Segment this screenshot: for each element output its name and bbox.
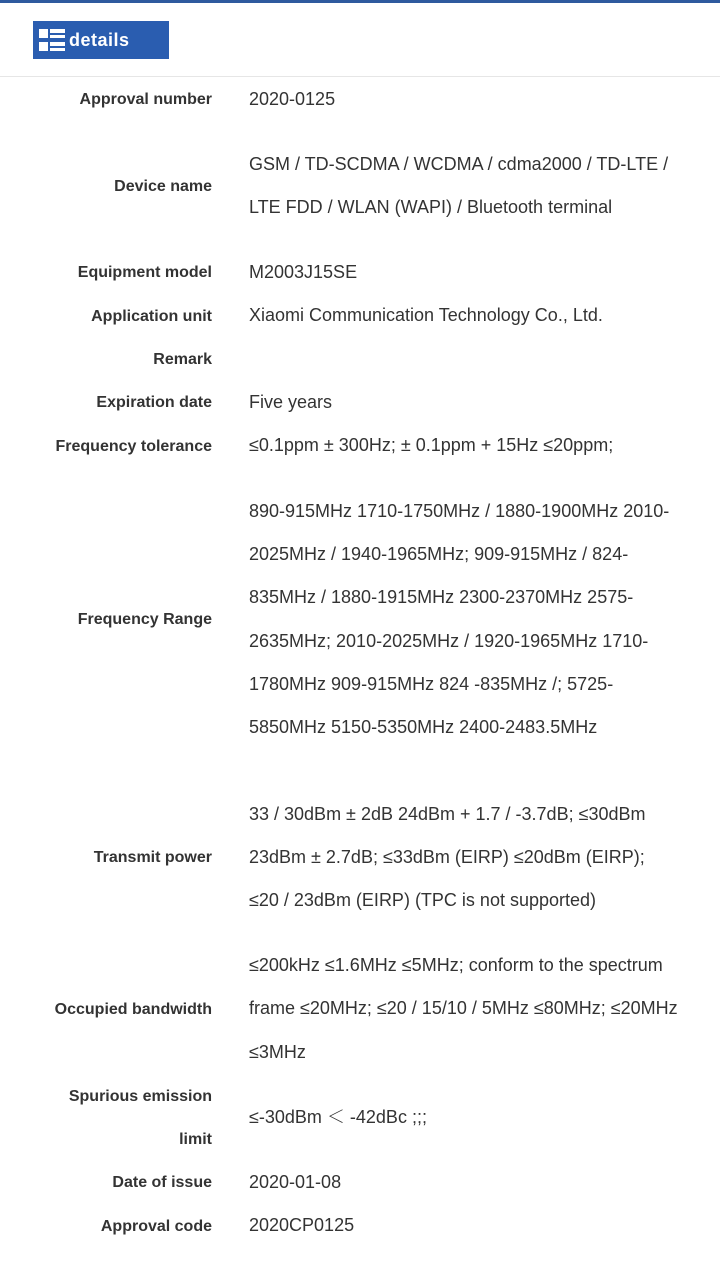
row-label: Spurious emission limit xyxy=(68,1087,212,1148)
row-label: Approval number xyxy=(79,91,212,108)
header-bar xyxy=(0,3,720,77)
details-tab-label: details xyxy=(69,29,130,50)
row-equipment-model xyxy=(0,251,720,294)
row-label: Equipment model xyxy=(77,264,212,281)
row-expiration-date xyxy=(0,381,720,424)
row-transmit-power xyxy=(0,771,720,944)
row-label: Frequency Range xyxy=(77,611,212,628)
details-tab[interactable] xyxy=(33,21,169,59)
row-value: Xiaomi Communication Technology Co., Ltd. xyxy=(249,305,603,326)
row-value: ≤0.1ppm ± 300Hz; ± 0.1ppm + 15Hz ≤20ppm; xyxy=(249,435,614,456)
row-date-of-issue xyxy=(0,1161,720,1204)
row-device-name xyxy=(0,121,720,251)
row-value: ≤200kHz ≤1.6MHz ≤5MHz; conform to the spectrum frame ≤20MHz; ≤20 / 15/10 / 5MHz ≤80MHz; ≤20MHz ≤3MHz xyxy=(249,955,678,1062)
row-approval-code xyxy=(0,1204,720,1248)
row-occupied-bandwidth xyxy=(0,944,720,1074)
row-label: Approval code xyxy=(100,1217,212,1235)
row-value: GSM / TD-SCDMA / WCDMA / cdma2000 / TD-LTE / LTE FDD / WLAN (WAPI) / Bluetooth terminal xyxy=(249,153,669,217)
row-value: 890-915MHz 1710-1750MHz / 1880-1900MHz 2010-2025MHz / 1940-1965MHz; 909-915MHz / 824-835MHz / 1880-1915MHz 2300-2370MHz 2575-2635MHz; 2010-2025MHz / 1920-1965MHz 1710-1780MHz 909-915MHz 824 -835MHz /; 5725-5850MHz 5150-5350MHz 2400-2483.5MHz xyxy=(249,500,670,738)
row-value: 2020-01-08 xyxy=(249,1171,342,1192)
row-frequency-tolerance xyxy=(0,424,720,468)
row-label: Remark xyxy=(153,351,212,368)
row-label: Application unit xyxy=(91,307,212,325)
list-icon xyxy=(39,27,65,53)
row-label: Expiration date xyxy=(96,394,212,411)
row-value: Five years xyxy=(249,391,333,412)
row-approval-number xyxy=(0,78,720,121)
row-application-unit xyxy=(0,294,720,338)
row-value: 2020CP0125 xyxy=(249,1215,355,1236)
details-table xyxy=(0,78,720,1248)
row-label: Date of issue xyxy=(112,1174,212,1191)
row-label: Frequency tolerance xyxy=(55,437,212,455)
row-value: ≤-30dBm ＜ -42dBc ;;; xyxy=(249,1106,427,1127)
row-remark xyxy=(0,338,720,381)
row-frequency-range xyxy=(0,468,720,771)
row-value: M2003J15SE xyxy=(249,261,358,282)
row-value: 2020-0125 xyxy=(249,88,336,109)
row-label: Device name xyxy=(114,177,212,195)
row-label: Transmit power xyxy=(93,849,212,866)
row-label: Occupied bandwidth xyxy=(54,1000,212,1018)
row-spurious-emission-limit xyxy=(0,1074,720,1161)
row-value: 33 / 30dBm ± 2dB 24dBm + 1.7 / -3.7dB; ≤30dBm 23dBm ± 2.7dB; ≤33dBm (EIRP) ≤20dBm (EIRP); ≤20 / 23dBm (EIRP) (TPC is not supported) xyxy=(249,803,646,911)
